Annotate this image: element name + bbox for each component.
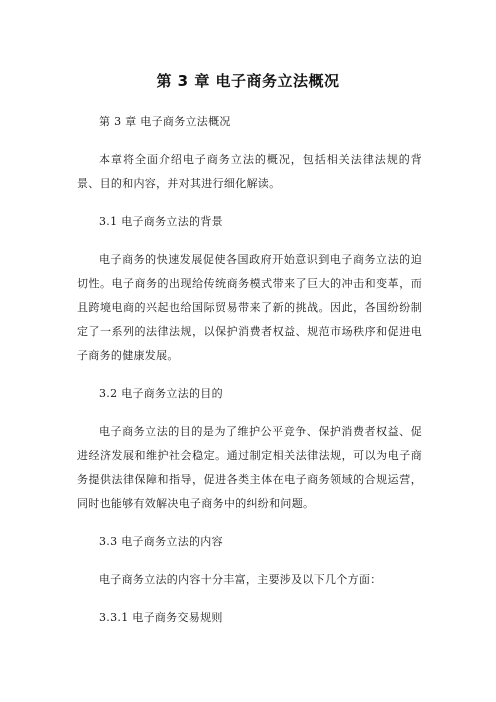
- document-body: [77, 110, 422, 644]
- purpose-paragraph: 电子商务立法的目的是为了维护公平竞争、保护消费者权益、促进经济发展和维护社会稳定。通过制定相关法律法规，可以为电子商务提供法律保障和指导，促进各类主体在电子商务领域的合规运营，同时也能够有效解决电子商务中的纠纷和问题。: [77, 425, 422, 510]
- section-heading-3-2: 3.2 电子商务立法的目的: [99, 387, 223, 400]
- section-heading-3-1: 3.1 电子商务立法的背景: [99, 215, 223, 228]
- page-title: 第 3 章 电子商务立法概况: [156, 72, 340, 90]
- subsection-heading-3-3-1: 3.3.1 电子商务交易规则: [99, 611, 223, 624]
- background-paragraph: 电子商务的快速发展促使各国政府开始意识到电子商务立法的迫切性。电子商务的出现给传统商务模式带来了巨大的冲击和变革，而且跨境电商的兴起也给国际贸易带来了新的挑战。因此，各国纷纷制定了一系列的法律法规，以保护消费者权益、规范市场秩序和促进电子商务的健康发展。: [77, 253, 422, 362]
- content-paragraph: 电子商务立法的内容十分丰富，主要涉及以下几个方面：: [99, 573, 382, 586]
- chapter-heading: 第 3 章 电子商务立法概况: [99, 115, 231, 128]
- section-heading-3-3: 3.3 电子商务立法的内容: [99, 535, 223, 548]
- intro-paragraph: 本章将全面介绍电子商务立法的概况，包括相关法律法规的背景、目的和内容，并对其进行细化解读。: [77, 153, 422, 190]
